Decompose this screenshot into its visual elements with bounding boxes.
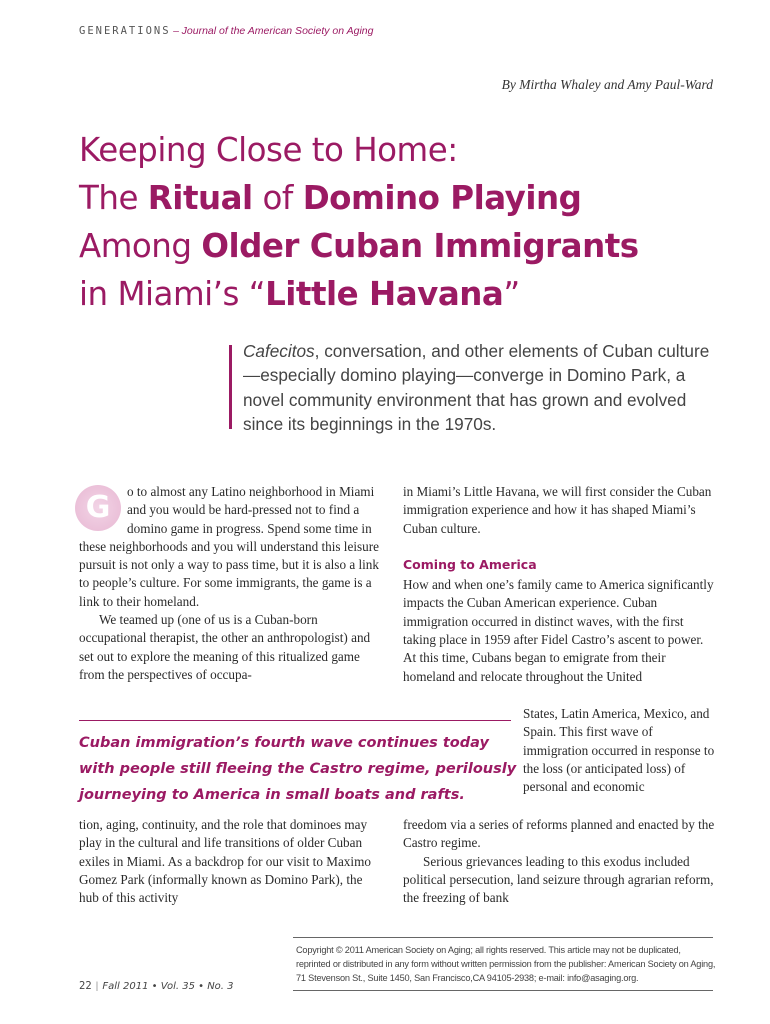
title-line-4	[79, 270, 739, 318]
copyright-notice: Copyright © 2011 American Society on Aging; all rights reserved. This article may not be duplicated, reprinted or distributed in any form without written permission from the publisher: American Society on Aging, 71 Stevenson St., Suite 1450, San Francisco,CA 94105-2938; e-mail: info@asaging.org.	[296, 945, 716, 983]
body-paragraph: freedom via a series of reforms planned and enacted by the Castro regime.	[403, 817, 715, 851]
section-subhead: Coming to America	[403, 556, 537, 572]
body-paragraph: Serious grievances leading to this exodus included political persecution, land seizure through agrarian reform, the freezing of bank	[403, 853, 714, 906]
body-paragraph: tion, aging, continuity, and the role that dominoes may play in the cultural and life transitions of older Cuban exiles in Miami. As a backdrop for our visit to Maximo Gomez Park (informally known as Domino Park), the hub of this activity	[79, 817, 371, 906]
paragraph-text: o to almost any Latino neighborhood in Miami and you would be hard-pressed not to find a domino game in progress. Spend some time in these neighborhoods and you will understand this leisure pursuit is not only a way to pass time, but it is also a link to people’s culture. For some immigrants, the game is a link to their homeland.	[79, 484, 379, 609]
page-folio	[79, 980, 234, 992]
header-separator: –	[173, 25, 180, 37]
byline: By Mirtha Whaley and Amy Paul-Ward	[501, 77, 713, 92]
body-column-2-continued	[403, 816, 716, 907]
title-text: Among	[79, 227, 202, 265]
title-text: in Miami’s “	[79, 275, 266, 313]
body-column-1	[79, 483, 385, 684]
body-paragraph	[79, 483, 385, 611]
title-line-2	[79, 174, 739, 222]
body-column-2	[403, 483, 716, 686]
body-paragraph: How and when one’s family came to America significantly impacts the Cuban American experience. Cuban immigration occurred in distinct waves, with the first taking place in 1959 after Fidel Castro’s ascent to power. At this time, Cubans began to emigrate from their homeland and relocate throughout the United	[403, 577, 714, 684]
deck-italic: Cafecitos	[243, 341, 315, 361]
issue-info: Fall 2011 • Vol. 35 • No. 3	[102, 981, 234, 992]
title-emphasis: Ritual	[147, 179, 253, 217]
article-deck	[243, 339, 723, 437]
title-line-1: Keeping Close to Home:	[79, 131, 458, 169]
title-emphasis: Little Havana	[265, 275, 504, 313]
folio-separator: |	[95, 980, 99, 992]
article-title	[79, 126, 739, 318]
deck-text: , conversation, and other elements of Cuban culture—especially domino playing—converge in Domino Park, a novel community environment that has grown and evolved since its beginnings in the 1970s.	[243, 341, 710, 435]
footer-rule-bottom	[293, 990, 713, 991]
wrapped-text: States, Latin America, Mexico, and Spain. This first wave of immigration occurred in response to the loss (or anticipated loss) of personal and economic	[523, 706, 715, 795]
title-text: of	[252, 179, 303, 217]
deck-accent-bar	[229, 345, 232, 429]
body-paragraph: in Miami’s Little Havana, we will first consider the Cuban immigration experience and how it has shaped Miami’s Cuban culture.	[403, 484, 712, 536]
pullquote: Cuban immigration’s fourth wave continues today with people still fleeing the Castro regime, perilously journeying to America in small boats and rafts.	[79, 735, 517, 803]
series-name: GENERATIONS	[79, 25, 171, 37]
title-text: The	[79, 179, 148, 217]
drop-cap: G	[75, 485, 121, 531]
body-paragraph: We teamed up (one of us is a Cuban-born occupational therapist, the other an anthropologist) and set out to explore the meaning of this ritualized game from the perspectives of occupa-	[79, 612, 371, 682]
page-number: 22	[79, 980, 92, 992]
body-column-1-continued	[79, 816, 385, 907]
footer-rule-top	[293, 937, 713, 938]
title-text: ”	[503, 275, 520, 313]
journal-name: Journal of the American Society on Aging	[181, 25, 374, 37]
title-emphasis: Domino Playing	[302, 179, 582, 217]
title-line-3	[79, 222, 739, 270]
running-header	[79, 25, 373, 37]
pullquote-rule	[79, 720, 511, 721]
title-emphasis: Older Cuban Immigrants	[201, 227, 639, 265]
